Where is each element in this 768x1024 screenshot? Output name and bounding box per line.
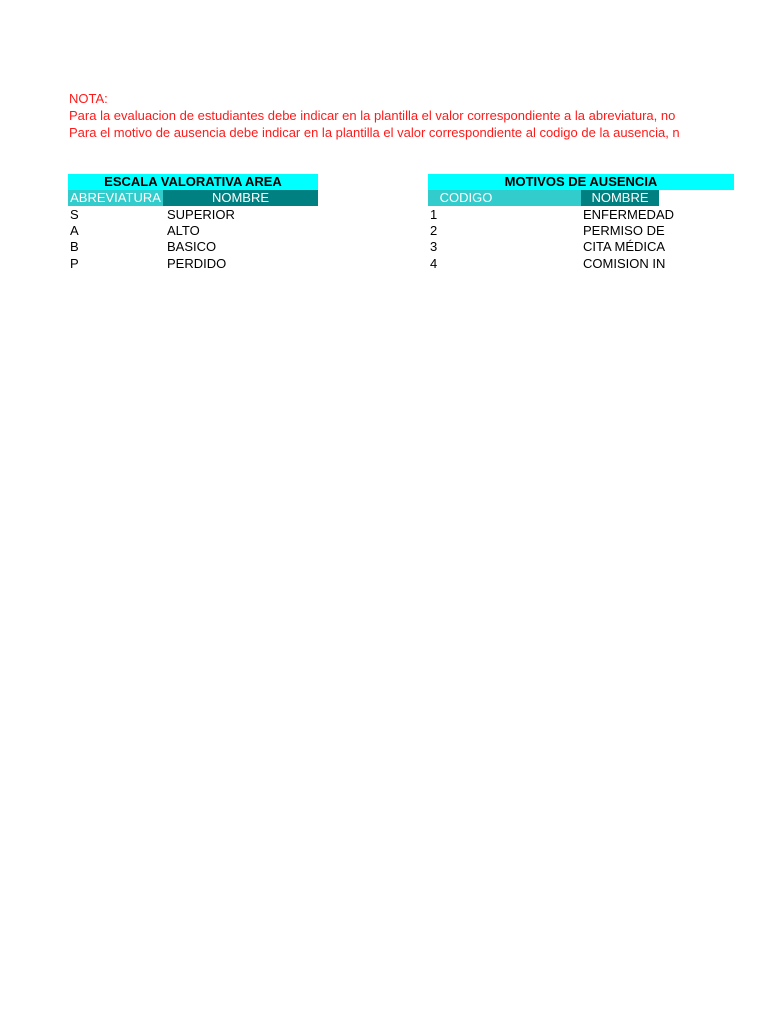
escala-header-nombre: NOMBRE [163,190,318,206]
escala-title: ESCALA VALORATIVA AREA [68,174,318,190]
escala-row-nombre: PERDIDO [167,256,227,271]
escala-row-abreviatura: A [70,223,79,238]
note-label: NOTA: [69,91,108,106]
motivos-row-nombre: PERMISO DE [583,223,665,238]
motivos-row-codigo: 2 [430,223,438,238]
escala-row-abreviatura: P [70,256,79,271]
motivos-header-spacer [504,190,581,206]
escala-row-nombre: SUPERIOR [167,207,235,222]
motivos-row-codigo: 3 [430,239,438,254]
escala-header-abreviatura: ABREVIATURA [68,190,163,206]
motivos-row-nombre: COMISION IN [583,256,666,271]
note-line-evaluacion: Para la evaluacion de estudiantes debe indicar en la plantilla el valor correspondiente a la abreviatura, no [69,108,676,123]
escala-row-abreviatura: B [70,239,79,254]
motivos-header-codigo: CODIGO [428,190,504,206]
motivos-row-codigo: 4 [430,256,438,271]
motivos-row-nombre: CITA MÉDICA [583,239,666,254]
motivos-title: MOTIVOS DE AUSENCIA [428,174,734,190]
motivos-header-nombre: NOMBRE [581,190,659,206]
motivos-row-codigo: 1 [430,207,438,222]
escala-row-nombre: BASICO [167,239,217,254]
escala-row-nombre: ALTO [167,223,200,238]
note-line-ausencia: Para el motivo de ausencia debe indicar en la plantilla el valor correspondiente al codigo de la ausencia, n [69,125,680,140]
escala-row-abreviatura: S [70,207,79,222]
motivos-row-nombre: ENFERMEDAD [583,207,675,222]
